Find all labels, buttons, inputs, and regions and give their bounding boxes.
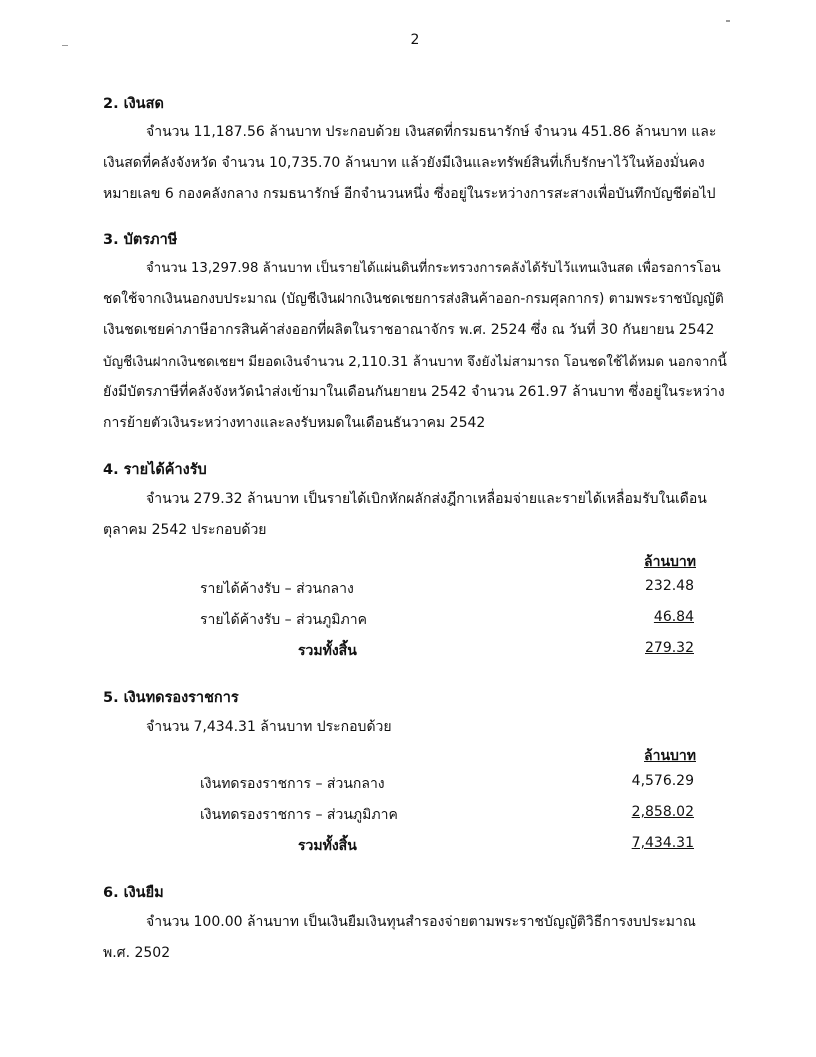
scan-speck <box>726 20 730 22</box>
advances-total-value: 7,434.31 <box>631 835 694 851</box>
advances-row-label: เงินทดรองราชการ – ส่วนภูมิภาค <box>200 807 398 823</box>
tax-coupons-line-3: เงินชดเชยค่าภาษีอากรสินค้าส่งออกที่ผลิตในราชอาณาจักร พ.ศ. 2524 ซึ่ง ณ วันที่ 30 กันยายน 2542 <box>103 322 715 338</box>
cash-line-3: หมายเลข 6 กองคลังกลาง กรมธนารักษ์ อีกจำนวนหนึ่ง ซึ่งอยู่ในระหว่างการสะสางเพื่อบันทึกบัญชีต่อไป <box>103 186 716 202</box>
advances-row-value: 2,858.02 <box>631 804 694 820</box>
tax-coupons-line-2: ชดใช้จากเงินนอกงบประมาณ (บัญชีเงินฝากเงินชดเชยการส่งสินค้าออก-กรมศุลกากร) ตามพระราชบัญญัติ <box>103 291 724 307</box>
accrued-income-line-2: ตุลาคม 2542 ประกอบด้วย <box>103 522 267 538</box>
tax-coupons-line-4: บัญชีเงินฝากเงินชดเชยฯ มียอดเงินจำนวน 2,110.31 ล้านบาท จึงยังไม่สามารถ โอนชดใช้ได้หมด นอกจากนี้ <box>103 354 727 370</box>
advances-row-value: 4,576.29 <box>631 773 694 789</box>
scan-speck <box>62 45 68 46</box>
advances-line-1: จำนวน 7,434.31 ล้านบาท ประกอบด้วย <box>146 719 392 735</box>
accrued-income-line-1: จำนวน 279.32 ล้านบาท เป็นรายได้เบิกหักผลักส่งฎีกาเหลื่อมจ่ายและรายได้เหลื่อมรับในเดือน <box>146 491 707 507</box>
advances-total-label: รวมทั้งสิ้น <box>298 838 357 854</box>
section-heading-loans: 6. เงินยืม <box>103 885 164 901</box>
loans-line-1: จำนวน 100.00 ล้านบาท เป็นเงินยืมเงินทุนสำรองจ่ายตามพระราชบัญญัติวิธีการงบประมาณ <box>146 914 696 930</box>
advances-unit-header: ล้านบาท <box>644 748 696 764</box>
tax-coupons-line-6: การย้ายตัวเงินระหว่างทางและลงรับหมดในเดือนธันวาคม 2542 <box>103 415 486 431</box>
advances-row-label: เงินทดรองราชการ – ส่วนกลาง <box>200 776 385 792</box>
tax-coupons-line-5: ยังมีบัตรภาษีที่คลังจังหวัดนำส่งเข้ามาในเดือนกันยายน 2542 จำนวน 261.97 ล้านบาท ซึ่งอยู่ในระหว่าง <box>103 384 725 400</box>
accrued-income-row-value: 46.84 <box>653 609 694 625</box>
accrued-income-total-value: 279.32 <box>645 640 694 656</box>
accrued-income-unit-header: ล้านบาท <box>644 554 696 570</box>
section-heading-accrued-income: 4. รายได้ค้างรับ <box>103 462 207 478</box>
cash-line-2: เงินสดที่คลังจังหวัด จำนวน 10,735.70 ล้านบาท แล้วยังมีเงินและทรัพย์สินที่เก็บรักษาไว้ในห้องมั่นคง <box>103 155 705 171</box>
tax-coupons-line-1: จำนวน 13,297.98 ล้านบาท เป็นรายได้แผ่นดินที่กระทรวงการคลังได้รับไว้แทนเงินสด เพื่อรอการโอน <box>146 261 721 276</box>
accrued-income-row-label: รายได้ค้างรับ – ส่วนภูมิภาค <box>200 612 367 628</box>
accrued-income-row-label: รายได้ค้างรับ – ส่วนกลาง <box>200 581 354 597</box>
section-heading-advances: 5. เงินทดรองราชการ <box>103 690 239 706</box>
cash-line-1: จำนวน 11,187.56 ล้านบาท ประกอบด้วย เงินสดที่กรมธนารักษ์ จำนวน 451.86 ล้านบาท และ <box>146 124 717 140</box>
section-heading-cash: 2. เงินสด <box>103 96 164 112</box>
section-heading-tax-coupons: 3. บัตรภาษี <box>103 232 178 248</box>
page-number: 2 <box>410 32 420 48</box>
accrued-income-total-label: รวมทั้งสิ้น <box>298 643 357 659</box>
accrued-income-row-value: 232.48 <box>645 578 694 594</box>
loans-line-2: พ.ศ. 2502 <box>103 945 171 961</box>
